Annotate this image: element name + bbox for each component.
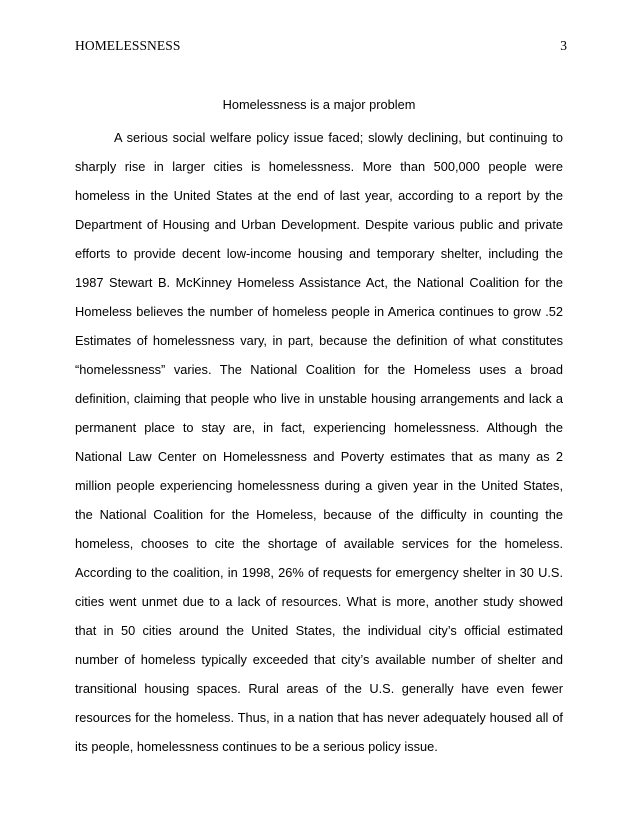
running-head: HOMELESSNESS	[75, 38, 181, 53]
document-title: Homelessness is a major problem	[222, 97, 416, 112]
page-number: 3	[560, 38, 567, 53]
body-paragraph: A serious social welfare policy issue faced; slowly declining, but continuing to sharply rise in larger cities is homelessness. More than 500,000 people were homeless in the United States at the end of last year, according to a report by the Department of Housing and Urban Development. Despite various public and private efforts to provide decent low-income housing and temporary shelter, including the 1987 Stewart B. McKinney Homeless Assistance Act, the National Coalition for the Homeless believes the number of homeless people in America continues to grow .52 Estimates of homelessness vary, in part, because the definition of what constitutes “homelessness” varies. The National Coalition for the Homeless uses a broad definition, claiming that people who live in unstable housing arrangements and lack a permanent place to stay are, in fact, experiencing homelessness. Although the National Law Center on Homelessness and Poverty estimates that as many as 2 million people experiencing homelessness during a given year in the United States, the National Coalition for the Homeless, because of the difficulty in counting the homeless, chooses to cite the shortage of available services for the homeless. According to the coalition, in 1998, 26% of requests for emergency shelter in 30 U.S. cities went unmet due to a lack of resources. What is more, another study showed that in 50 cities around the United States, the individual city’s official estimated number of homeless typically exceeded that city’s available number of shelter and transitional housing spaces. Rural areas of the U.S. generally have even fewer resources for the homeless. Thus, in a nation that has never adequately housed all of its people, homelessness continues to be a serious policy issue.	[75, 130, 563, 754]
